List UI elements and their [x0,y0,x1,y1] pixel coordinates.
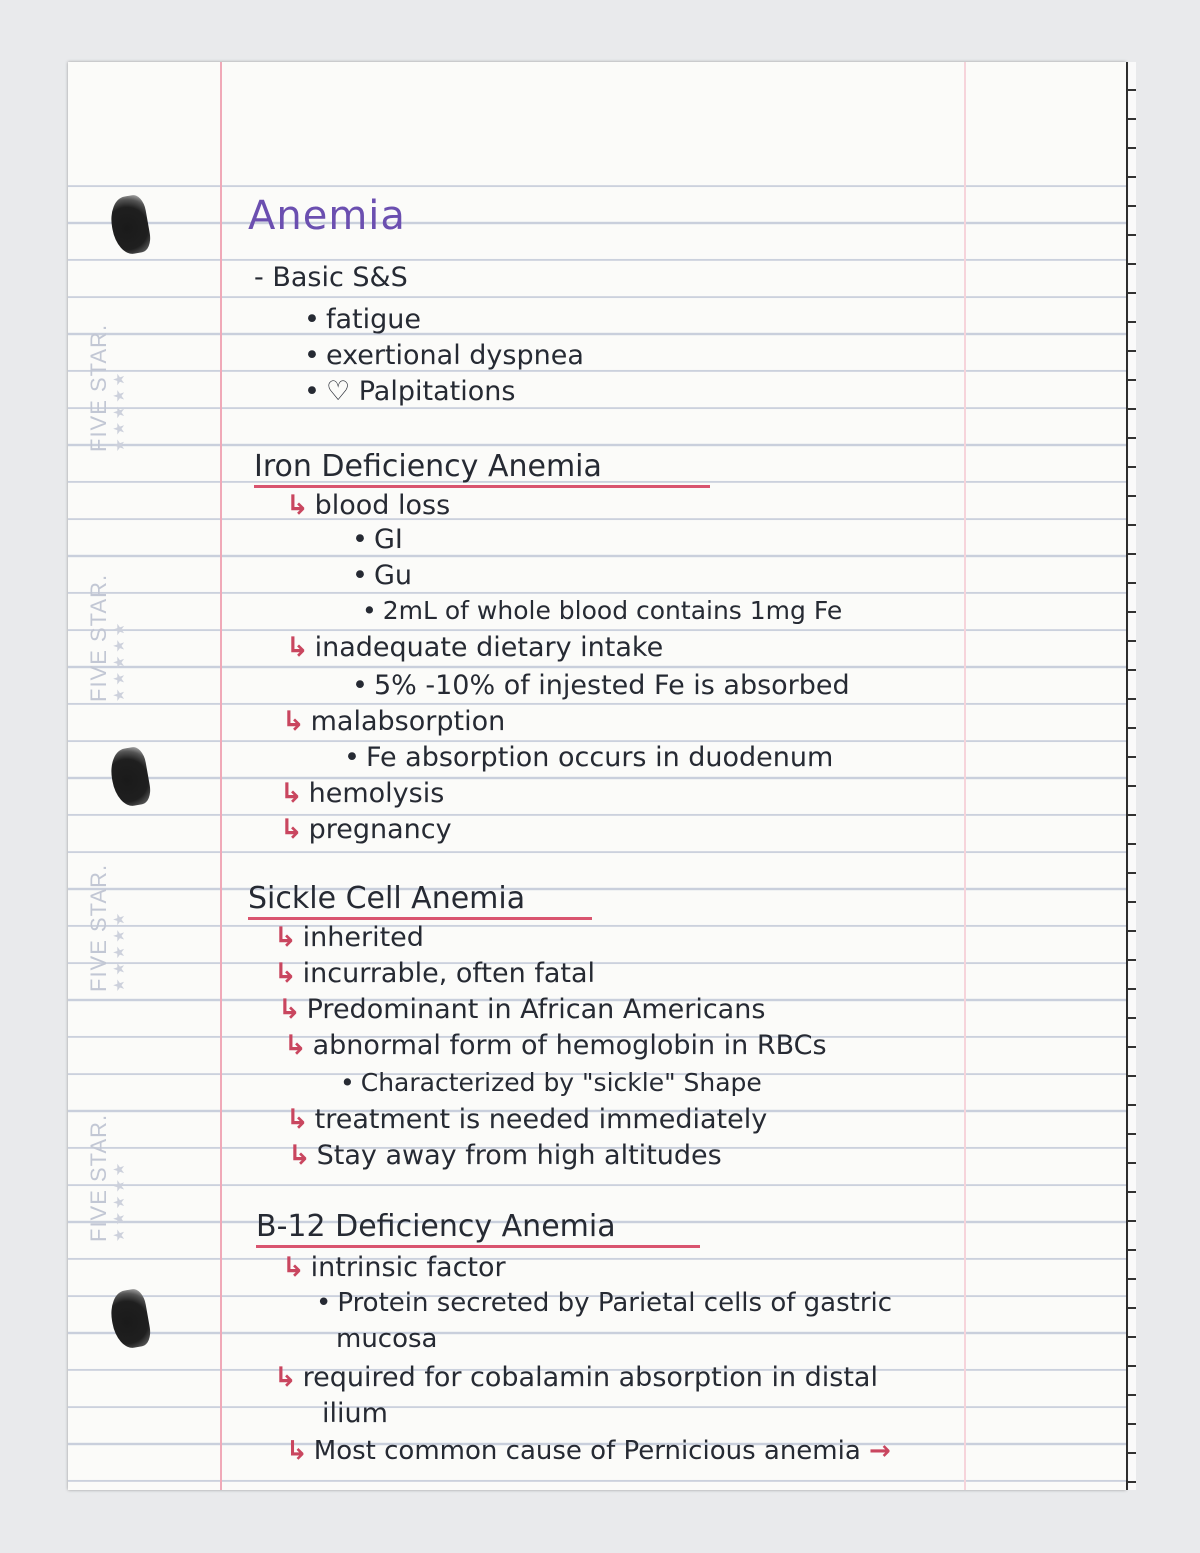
binder-hole-3 [107,1287,153,1350]
sickle-heading: Sickle Cell Anemia [248,884,592,920]
page-footer-blank [68,1482,1126,1490]
list-item: ↳ intrinsic factor [282,1252,506,1283]
list-item: • 5% -10% of injested Fe is absorbed [352,670,850,701]
binder-hole-1 [107,193,153,256]
list-item: ↳ inadequate dietary intake [286,632,664,663]
list-item: • exertional dyspnea [304,340,584,371]
basics-heading: - Basic S&S [254,262,408,293]
list-item: • Characterized by "sickle" Shape [340,1068,762,1097]
list-item: ↳ required for cobalamin absorption in distal [274,1362,878,1393]
list-item: ↳ treatment is needed immediately [286,1104,768,1135]
list-item: ↳ malabsorption [282,706,506,737]
list-item: ↳ blood loss [286,490,451,521]
list-item: • ♡ Palpitations [304,376,516,407]
binder-hole-2 [107,745,153,808]
brand-watermark: FIVE STAR. ★★★★★ [86,573,128,702]
notebook-page [68,62,1126,1490]
list-item: ↳ inherited [274,922,424,953]
list-item: • 2mL of whole blood contains 1mg Fe [362,596,843,625]
list-item: ↳ pregnancy [280,814,452,845]
list-item: ↳ Most common cause of Pernicious anemia → [286,1436,891,1466]
page-header-blank [68,62,1126,172]
list-item: • Gu [352,560,412,591]
list-item: ↳ Predominant in African Americans [278,994,766,1025]
list-item: • fatigue [304,304,421,335]
list-item: • Protein secreted by Parietal cells of gastric [316,1288,893,1318]
graph-paper-edge [1126,62,1136,1490]
brand-watermark: FIVE STAR. ★★★★★ [86,1113,128,1242]
list-item-continuation: mucosa [336,1324,438,1354]
right-margin-line [964,62,966,1490]
b12-heading: B-12 Deficiency Anemia [256,1212,700,1248]
list-item-continuation: ilium [322,1398,388,1429]
brand-watermark: FIVE STAR. ★★★★★ [86,863,128,992]
list-item: • GI [352,524,403,555]
list-item: ↳ incurrable, often fatal [274,958,596,989]
left-margin-line [220,62,222,1490]
brand-watermark: FIVE STAR. ★★★★★ [86,323,128,452]
list-item: ↳ Stay away from high altitudes [288,1140,722,1171]
list-item: ↳ hemolysis [280,778,445,809]
page-title: Anemia [248,193,406,239]
list-item: • Fe absorption occurs in duodenum [344,742,834,773]
iron-heading: Iron Deficiency Anemia [254,452,710,488]
list-item: ↳ abnormal form of hemoglobin in RBCs [284,1030,827,1061]
